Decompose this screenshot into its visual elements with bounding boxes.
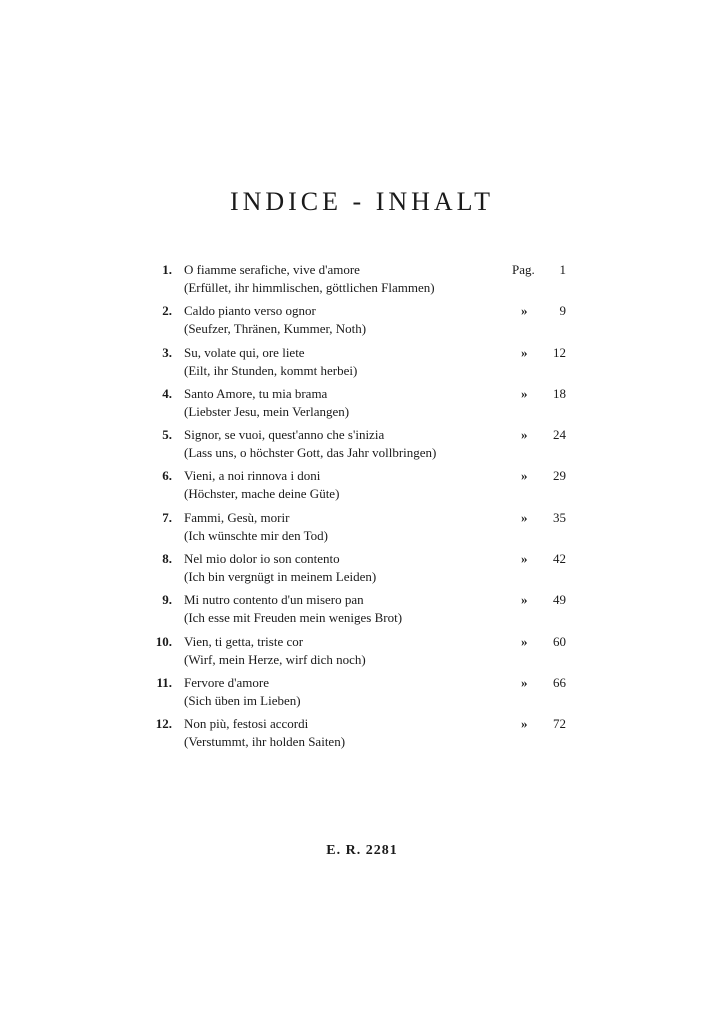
page-number: 24	[553, 427, 566, 443]
entry-number: 3.	[162, 344, 172, 360]
german-title: (Ich bin vergnügt in meinem Leiden)	[184, 569, 377, 585]
page-number: 66	[553, 674, 566, 690]
toc-entry	[140, 262, 580, 303]
entry-number: 5.	[162, 427, 172, 443]
ditto-mark: »	[521, 468, 528, 484]
toc-entry	[140, 716, 580, 757]
page-number: 9	[559, 303, 566, 319]
italian-title: O fiamme serafiche, vive d'amore	[184, 262, 360, 277]
italian-title: Su, volate qui, ore liete	[184, 344, 305, 360]
entry-number: 2.	[162, 303, 172, 319]
german-title: (Wirf, mein Herze, wirf dich noch)	[184, 651, 366, 667]
entry-number: 7.	[162, 509, 172, 525]
entry-number: 12.	[155, 716, 172, 732]
italian-title: Caldo pianto verso ognor	[184, 303, 316, 319]
toc-entry	[140, 551, 580, 592]
german-title: (Lass uns, o höchster Gott, das Jahr vollbringen)	[184, 445, 437, 461]
toc-entry	[140, 510, 580, 551]
entry-number: 9.	[162, 592, 172, 608]
page-number: 42	[553, 551, 566, 567]
italian-title: Signor, se vuoi, quest'anno che s'inizia	[184, 427, 385, 443]
ditto-mark: »	[521, 303, 528, 319]
ditto-mark: »	[521, 592, 528, 608]
page-number: 60	[553, 633, 566, 649]
toc-entry	[140, 468, 580, 509]
italian-title: Fammi, Gesù, morir	[184, 509, 290, 525]
page-number: 29	[553, 468, 566, 484]
german-title: (Sich üben im Lieben)	[184, 692, 301, 708]
toc-entry	[140, 675, 580, 716]
entry-number: 8.	[162, 551, 172, 567]
toc-entry	[140, 303, 580, 344]
toc-entry	[140, 345, 580, 386]
entry-number: 11.	[156, 674, 172, 690]
german-title: (Eilt, ihr Stunden, kommt herbei)	[184, 362, 358, 378]
page-title: INDICE - INHALT	[229, 187, 495, 217]
ditto-mark: »	[521, 344, 528, 360]
italian-title: Nel mio dolor io son contento	[184, 551, 340, 567]
italian-title: Non più, festosi accordi	[184, 716, 309, 732]
page-number: 35	[553, 509, 566, 525]
page-label: Pag.	[512, 262, 535, 277]
italian-title: Vieni, a noi rinnova i doni	[184, 468, 321, 484]
german-title: (Ich wünschte mir den Tod)	[184, 527, 328, 543]
entry-number: 4.	[162, 385, 172, 401]
italian-title: Vien, ti getta, triste cor	[184, 633, 304, 649]
toc-entry	[140, 592, 580, 633]
italian-title: Fervore d'amore	[184, 674, 270, 690]
ditto-mark: »	[521, 509, 528, 525]
page-number: 1	[559, 262, 566, 277]
german-title: (Verstummt, ihr holden Saiten)	[184, 734, 346, 750]
publisher-code: E. R. 2281	[326, 843, 398, 858]
ditto-mark: »	[521, 716, 528, 732]
italian-title: Mi nutro contento d'un misero pan	[184, 592, 364, 608]
toc-entry	[140, 634, 580, 675]
page-number: 49	[553, 592, 566, 608]
german-title: (Seufzer, Thränen, Kummer, Noth)	[184, 321, 367, 337]
entry-number: 10.	[155, 633, 172, 649]
german-title: (Höchster, mache deine Güte)	[184, 486, 340, 502]
entry-number: 6.	[162, 468, 172, 484]
page-number: 72	[553, 716, 566, 732]
page-number: 12	[553, 344, 566, 360]
ditto-mark: »	[521, 674, 528, 690]
ditto-mark: »	[521, 551, 528, 567]
ditto-mark: »	[521, 385, 528, 401]
german-title: (Ich esse mit Freuden mein weniges Brot)	[184, 610, 403, 626]
ditto-mark: »	[521, 633, 528, 649]
table-of-contents	[140, 262, 580, 758]
toc-entry	[140, 427, 580, 468]
ditto-mark: »	[521, 427, 528, 443]
italian-title: Santo Amore, tu mia brama	[184, 385, 328, 401]
german-title: (Erfüllet, ihr himmlischen, göttlichen Flammen)	[184, 280, 435, 295]
entry-number: 1.	[162, 262, 172, 277]
german-title: (Liebster Jesu, mein Verlangen)	[184, 403, 350, 419]
page-number: 18	[553, 385, 566, 401]
toc-entry	[140, 386, 580, 427]
